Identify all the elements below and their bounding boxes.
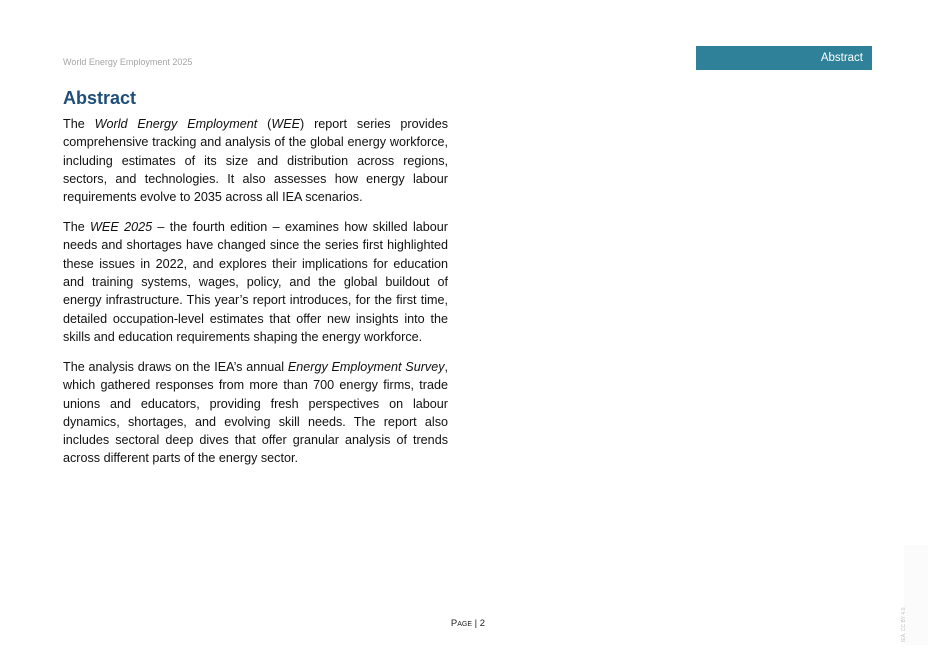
paragraph-1-text: ) report series provides comprehensive tracking and analysis of the global energy workforce, including estimates of its size and distribution across regions, sectors, and technologies. It also assesses how energy labour requirements evolve to 2035 across all IEA scenarios. (63, 117, 448, 205)
paragraph-3-text: The analysis draws on the IEA’s annual (63, 359, 288, 374)
section-tab: Abstract (696, 46, 872, 70)
page-title: Abstract (63, 88, 137, 108)
paragraph-3-text: , which gathered responses from more than 700 energy firms, trade unions and educators, providing fresh perspectives on labour dynamics, shortages, and evolving skill needs. The report also includes sectoral deep dives that offer granular analysis of trends across different parts of the energy sector. (63, 359, 448, 466)
paragraph-2-text: The (63, 220, 91, 235)
paragraph-2-text: – the fourth edition – examines how skilled labour needs and shortages have changed since the series first highlighted these issues in 2022, and explores their implications for education and training systems, wages, policy, and the global buildout of energy infrastructure. This year’s report introduces, for the first time, detailed occupation-level estimates that offer new insights into the skills and education requirements shaping the energy workforce. (63, 220, 449, 344)
paragraph-1 (63, 115, 448, 206)
wee-acronym-italic: WEE (271, 117, 300, 131)
page-footer (0, 618, 936, 629)
page-separator: | (472, 618, 480, 629)
page-label: Page (450, 618, 473, 629)
paragraph-3 (63, 358, 448, 468)
report-title-italic: World Energy Employment (94, 117, 258, 131)
paragraph-1-text: The (63, 117, 95, 131)
paragraph-2 (63, 218, 448, 346)
license-note: IEA. CC BY 4.0. (901, 606, 907, 642)
paragraph-1-text: ( (257, 117, 272, 131)
abstract-body (63, 115, 448, 479)
edition-title-italic: WEE 2025 (90, 220, 153, 235)
running-header: World Energy Employment 2025 (63, 57, 193, 67)
survey-title-italic: Energy Employment Survey (287, 359, 445, 374)
page-number: 2 (479, 618, 486, 629)
